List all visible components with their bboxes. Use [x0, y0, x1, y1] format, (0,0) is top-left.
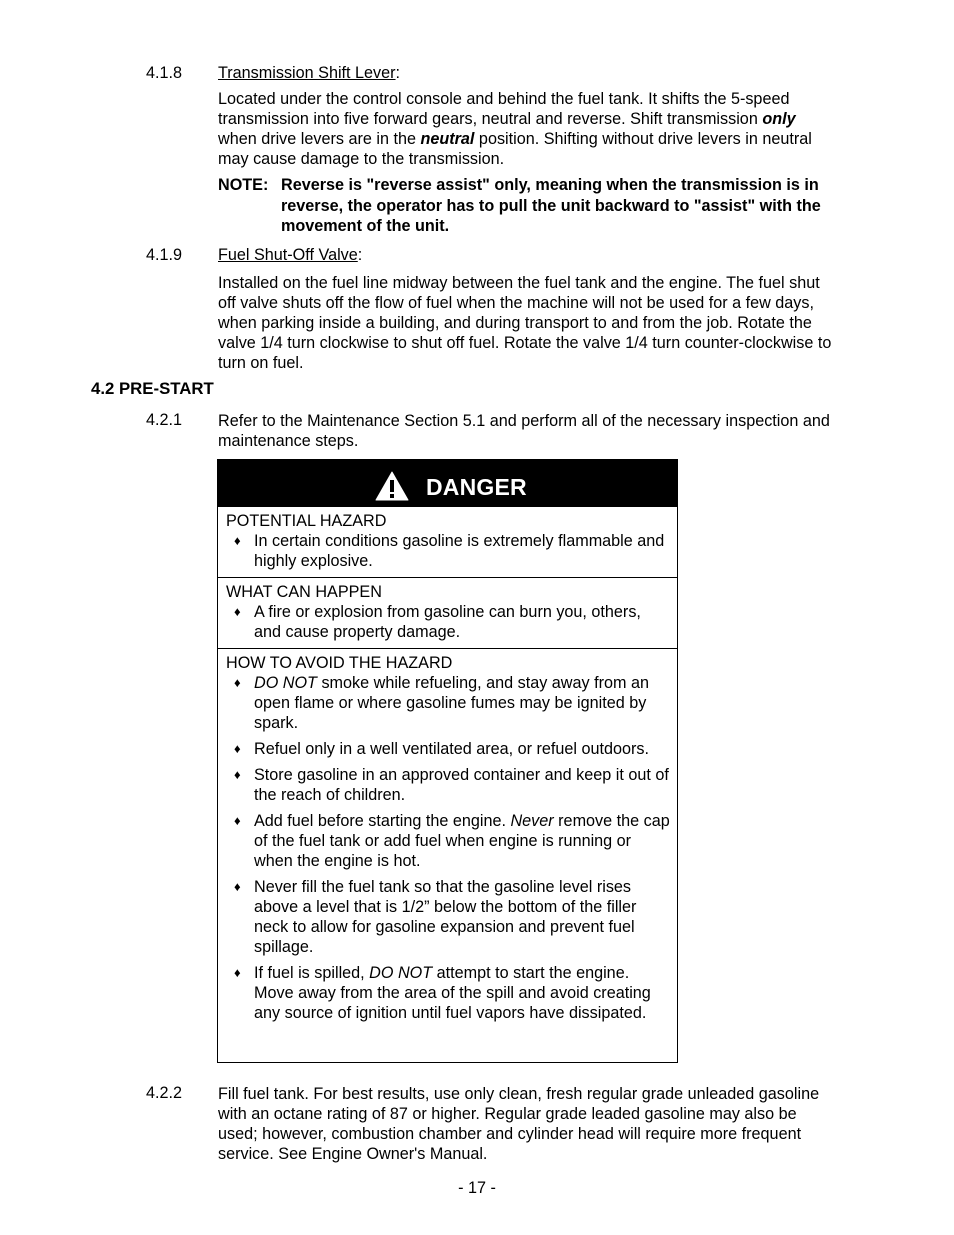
avoid-bullet-storage: ♦ Store gasoline in an approved container and keep it out of the reach of children. — [234, 766, 669, 804]
bullet-icon: ♦ — [234, 879, 241, 894]
fuel-valve-description: Installed on the fuel line midway between the fuel tank and the engine. The fuel shut off valve shuts off the flow of fuel when the machine will not be used for a few days, when parking inside a building, and during transport to and from the job. Rotate the valve 1/4 turn clockwise to shut off fuel. Rotate the valve 1/4 turn counter-clockwise to turn on fuel. — [218, 274, 832, 372]
danger-title: DANGER — [426, 474, 527, 500]
bullet-icon: ♦ — [234, 741, 241, 756]
bullet-icon: ♦ — [234, 965, 241, 980]
potential-hazard-heading: POTENTIAL HAZARD — [226, 512, 387, 530]
section-title-transmission-shift-lever: Transmission Shift Lever: — [218, 64, 401, 82]
hazard-bullet: ♦ In certain conditions gasoline is extremely flammable and highly explosive. — [234, 532, 665, 570]
section-number-4-1-9: 4.1.9 — [146, 246, 183, 264]
section-heading-pre-start: 4.2 PRE-START — [91, 379, 214, 398]
fill-fuel-tank-text: Fill fuel tank. For best results, use only clean, fresh regular grade unleaded gasoline with an octane rating of 87 or higher. Regular grade leaded gasoline may also be used; however, combustion chamber and cylinder head will require more frequent service. See Engine Owner's Manual. — [218, 1085, 820, 1163]
what-can-happen-section — [218, 577, 677, 648]
happen-bullet: ♦ A fire or explosion from gasoline can burn you, others, and cause property damage. — [234, 603, 641, 641]
bullet-icon: ♦ — [234, 767, 241, 782]
how-to-avoid-heading: HOW TO AVOID THE HAZARD — [226, 654, 453, 672]
potential-hazard-section — [218, 506, 677, 577]
reverse-note — [218, 175, 838, 237]
section-number-4-2-1: 4.2.1 — [146, 411, 183, 429]
section-title-fuel-shut-off-valve: Fuel Shut-Off Valve: — [218, 246, 363, 264]
how-to-avoid-section — [218, 648, 677, 1023]
note-text: Reverse is "reverse assist" only, meaning when the transmission is in reverse, the operator has to pull the unit backward to "assist" with the movement of the unit. — [281, 176, 821, 235]
transmission-description: Located under the control console and behind the fuel tank. It shifts the 5-speed transmission into five forward gears, neutral and reverse. Shift transmission only when drive levers are in the neutral position. Shifting without drive levers in neutral may cause damage to the transmission. — [218, 90, 812, 168]
avoid-bullet-spill: ♦ If fuel is spilled, DO NOT attempt to start the engine. Move away from the area of the spill and avoid creating any source of ignition until fuel vapors have dissipated. — [234, 964, 651, 1022]
warning-triangle-icon — [375, 471, 409, 501]
section-number-4-1-8: 4.1.8 — [146, 64, 183, 82]
danger-header — [218, 460, 677, 506]
bullet-icon: ♦ — [234, 675, 241, 690]
maintenance-reference: Refer to the Maintenance Section 5.1 and perform all of the necessary inspection and maintenance steps. — [218, 412, 830, 450]
page-number: - 17 - — [458, 1179, 496, 1197]
avoid-bullet-ventilation: ♦ Refuel only in a well ventilated area, or refuel outdoors. — [234, 740, 650, 758]
section-number-4-2-2: 4.2.2 — [146, 1084, 183, 1102]
what-can-happen-heading: WHAT CAN HAPPEN — [226, 583, 382, 601]
avoid-bullet-fill-level: ♦ Never fill the fuel tank so that the gasoline level rises above a level that is 1/2” below the bottom of the filler neck to allow for gasoline expansion and prevent fuel spillage. — [234, 878, 637, 956]
bullet-icon: ♦ — [234, 813, 241, 828]
avoid-bullet-add-fuel: ♦ Add fuel before starting the engine. Never remove the cap of the fuel tank or add fuel when engine is running or when the engine is hot. — [234, 812, 670, 870]
bullet-icon: ♦ — [234, 533, 241, 548]
avoid-bullet-smoking: ♦ DO NOT smoke while refueling, and stay away from an open flame or where gasoline fumes may be ignited by spark. — [234, 674, 649, 732]
danger-box — [217, 459, 678, 1063]
bullet-icon: ♦ — [234, 604, 241, 619]
note-label: NOTE: — [218, 176, 269, 194]
